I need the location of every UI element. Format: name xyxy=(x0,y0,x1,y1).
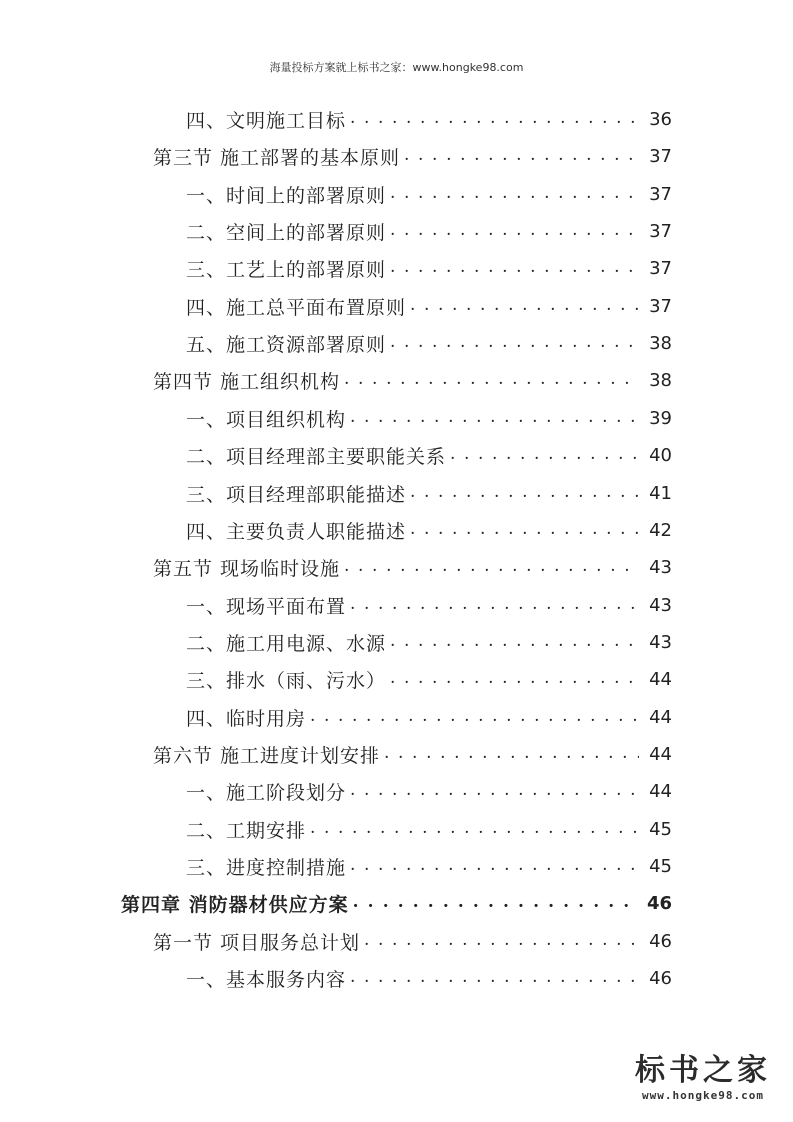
toc-entry-page: 38 xyxy=(649,370,672,392)
toc-entry[interactable] xyxy=(186,848,672,885)
toc-entry[interactable] xyxy=(153,736,672,773)
toc-entry[interactable] xyxy=(186,587,672,624)
toc-entry[interactable] xyxy=(153,138,672,175)
toc-entry-title: 第五节 现场临时设施 xyxy=(153,558,341,581)
toc-entry[interactable] xyxy=(153,362,672,399)
toc-entry-page: 40 xyxy=(649,445,672,467)
toc-dot-leader xyxy=(310,699,639,736)
toc-entry-page: 37 xyxy=(649,146,672,168)
toc-entry[interactable] xyxy=(186,475,672,512)
toc-entry-title: 第六节 施工进度计划安排 xyxy=(153,744,381,767)
toc-entry-title: 三、排水（雨、污水） xyxy=(186,670,387,693)
toc-dot-leader xyxy=(310,811,639,848)
toc-entry-title: 一、现场平面布置 xyxy=(186,595,347,618)
toc-dot-leader xyxy=(450,437,639,474)
toc-entry-title: 第三节 施工部署的基本原则 xyxy=(153,147,401,170)
toc-entry-title: 四、主要负责人职能描述 xyxy=(186,520,407,543)
toc-dot-leader xyxy=(390,213,639,250)
toc-entry[interactable] xyxy=(186,250,672,287)
toc-entry-page: 44 xyxy=(649,743,672,765)
toc-entry-page: 42 xyxy=(649,519,672,541)
toc-entry-page: 44 xyxy=(649,669,672,691)
toc-entry-page: 46 xyxy=(649,968,672,990)
toc-entry[interactable] xyxy=(186,661,672,698)
toc-entry-title: 二、工期安排 xyxy=(186,819,307,842)
page-header: 海量投标方案就上标书之家：www.hongke98.com xyxy=(269,61,524,74)
toc-dot-leader xyxy=(390,624,639,661)
toc-entry-title: 四、文明施工目标 xyxy=(186,110,347,132)
toc-entry[interactable] xyxy=(186,624,672,661)
logo-url: www.hongke98.com xyxy=(642,1089,764,1102)
toc-dot-leader xyxy=(404,138,639,175)
toc-dot-leader xyxy=(350,587,639,624)
toc-entry[interactable] xyxy=(186,699,672,736)
toc-entry-page: 43 xyxy=(649,594,672,616)
toc-entry-page: 39 xyxy=(649,407,672,429)
toc-dot-leader xyxy=(350,848,639,885)
toc-entry-page: 44 xyxy=(649,706,672,728)
toc-entry[interactable] xyxy=(186,773,672,810)
toc-dot-leader xyxy=(344,549,639,586)
toc-entry[interactable] xyxy=(186,437,672,474)
toc-entry-page: 37 xyxy=(649,183,672,205)
brand-logo xyxy=(633,1053,773,1102)
toc-entry-title: 一、基本服务内容 xyxy=(186,969,347,992)
toc-entry-title: 一、项目组织机构 xyxy=(186,408,347,431)
toc-dot-leader xyxy=(350,101,639,138)
toc-entry[interactable] xyxy=(186,400,672,437)
toc-dot-leader xyxy=(390,250,639,287)
toc-entry-title: 二、施工用电源、水源 xyxy=(186,632,387,655)
toc-dot-leader xyxy=(390,176,639,213)
toc-entry[interactable] xyxy=(186,960,672,997)
toc-entry-title: 三、进度控制措施 xyxy=(186,857,347,879)
toc-entry-title: 四、临时用房 xyxy=(186,707,307,730)
toc-dot-leader xyxy=(384,736,639,773)
toc-entry[interactable] xyxy=(153,549,672,586)
toc-dot-leader xyxy=(364,923,639,960)
toc-entry-title: 一、时间上的部署原则 xyxy=(186,184,387,207)
toc-entry-title: 二、项目经理部主要职能关系 xyxy=(186,446,447,469)
toc-entry-page: 43 xyxy=(649,631,672,653)
toc-entry[interactable] xyxy=(153,923,672,960)
toc-entry-page: 46 xyxy=(646,893,672,915)
toc-entry[interactable] xyxy=(186,325,672,362)
toc-entry[interactable] xyxy=(121,885,672,922)
toc-entry[interactable] xyxy=(186,213,672,250)
toc-entry-page: 38 xyxy=(649,333,672,355)
toc-entry[interactable] xyxy=(186,101,672,138)
toc-entry-page: 45 xyxy=(649,818,672,840)
toc-dot-leader xyxy=(390,325,639,362)
toc-entry-title: 五、施工资源部署原则 xyxy=(186,334,387,357)
toc-entry-title: 一、施工阶段划分 xyxy=(186,782,347,805)
toc-dot-leader xyxy=(390,661,639,698)
toc-entry[interactable] xyxy=(186,811,672,848)
toc-entry-page: 43 xyxy=(649,557,672,579)
toc-dot-leader xyxy=(350,960,639,997)
toc-entry-page: 44 xyxy=(649,781,672,803)
toc-entry-title: 第一节 项目服务总计划 xyxy=(153,931,361,954)
toc-entry-title: 三、项目经理部职能描述 xyxy=(186,483,407,506)
toc-entry[interactable] xyxy=(186,512,672,549)
toc-entry-page: 41 xyxy=(649,482,672,504)
toc-entry-title: 第四节 施工组织机构 xyxy=(153,371,341,394)
toc-dot-leader xyxy=(353,885,637,922)
toc-entry-page: 37 xyxy=(649,295,672,317)
toc-dot-leader xyxy=(350,773,639,810)
toc-entry-title: 三、工艺上的部署原则 xyxy=(186,259,387,282)
toc-dot-leader xyxy=(344,362,639,399)
logo-text: 标书之家 xyxy=(635,1053,771,1088)
toc-dot-leader xyxy=(350,400,639,437)
toc-entry-page: 37 xyxy=(649,221,672,243)
toc-entry-title: 四、施工总平面布置原则 xyxy=(186,296,407,319)
toc-entry-title: 第四章 消防器材供应方案 xyxy=(121,894,349,917)
toc-entry-page: 45 xyxy=(649,856,672,877)
toc-entry-page: 36 xyxy=(649,109,672,130)
toc-dot-leader xyxy=(410,475,639,512)
toc-entry-title: 二、空间上的部署原则 xyxy=(186,222,387,245)
toc-entry-page: 37 xyxy=(649,258,672,280)
toc-dot-leader xyxy=(410,288,639,325)
toc-entry[interactable] xyxy=(186,176,672,213)
toc-entry-page: 46 xyxy=(649,930,672,952)
toc-entry[interactable] xyxy=(186,288,672,325)
toc-dot-leader xyxy=(410,512,639,549)
